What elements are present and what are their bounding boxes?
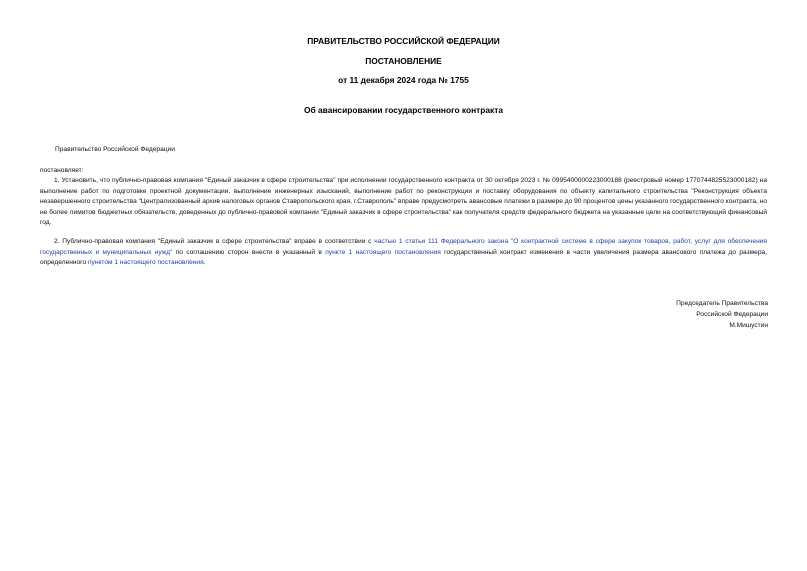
paragraph-2-text-part1: 2. Публично-правовая компания "Единый заказчик в сфере строительства" вправе в соответствии с [54, 238, 375, 245]
date-number-heading: от 11 декабря 2024 года № 1755 [338, 75, 469, 85]
paragraph-2-text-part2: по соглашению сторон внести в указанный в [172, 248, 326, 256]
paragraph-2 [40, 237, 767, 269]
issuer-line: Правительство Российской Федерации [55, 146, 175, 153]
decree-word: постановляет: [40, 167, 84, 174]
signature-block [676, 299, 768, 331]
government-heading: ПРАВИТЕЛЬСТВО РОССИЙСКОЙ ФЕДЕРАЦИИ [307, 36, 500, 46]
point-1-link-second[interactable]: пунктом 1 настоящего постановления [87, 259, 204, 266]
paragraph-2-text-part4: . [203, 259, 206, 266]
paragraph-2-text-part3: государственный контракт изменения в части увеличения размера авансового платежа до размера, определенного [40, 248, 767, 266]
point-1-link[interactable]: пункте 1 настоящего постановления [325, 248, 441, 256]
document-type-heading: ПОСТАНОВЛЕНИЕ [365, 56, 442, 66]
document-title: Об авансировании государственного контракта [303, 105, 503, 115]
law-article-link[interactable]: частью 1 статьи 111 Федерального закона "О контрактной системе в сфере закупок товаров, работ, услуг для обеспечения государственных и муниципальных нужд" [40, 238, 767, 256]
signature-position-line2: Российской Федерации [696, 310, 768, 318]
signature-position-line1: Председатель Правительства [676, 300, 768, 307]
paragraph-1-text: 1. Установить, что публично-правовая компания "Единый заказчик в сфере строительства" при исполнении государственного контракта от 30 октября 2023 г. № 0995400000223000188 (реестровый номер 1770744825523000182) на выполнение работ по подготовке проектной документации, выполнение инженерных изысканий, выполнение работ по реконструкции и поставку оборудования по объекту капитального строительства "Реконструкция объекта незавершенного строительства "Централизованный архив налоговых органов Ставропольского края, г.Ставрополь" вправе предусмотреть авансовые платежи в размере до 90 процентов цены указанного государственного контракта, но не более лимитов бюджетных обязательств, доведенных до публично-правовой компании "Единый заказчик в сфере строительства" как получателя средств федерального бюджета на указанные цели на соответствующий финансовый год. [40, 177, 767, 226]
paragraph-1 [40, 176, 767, 229]
signatory-name: М.Мишустин [729, 321, 768, 329]
